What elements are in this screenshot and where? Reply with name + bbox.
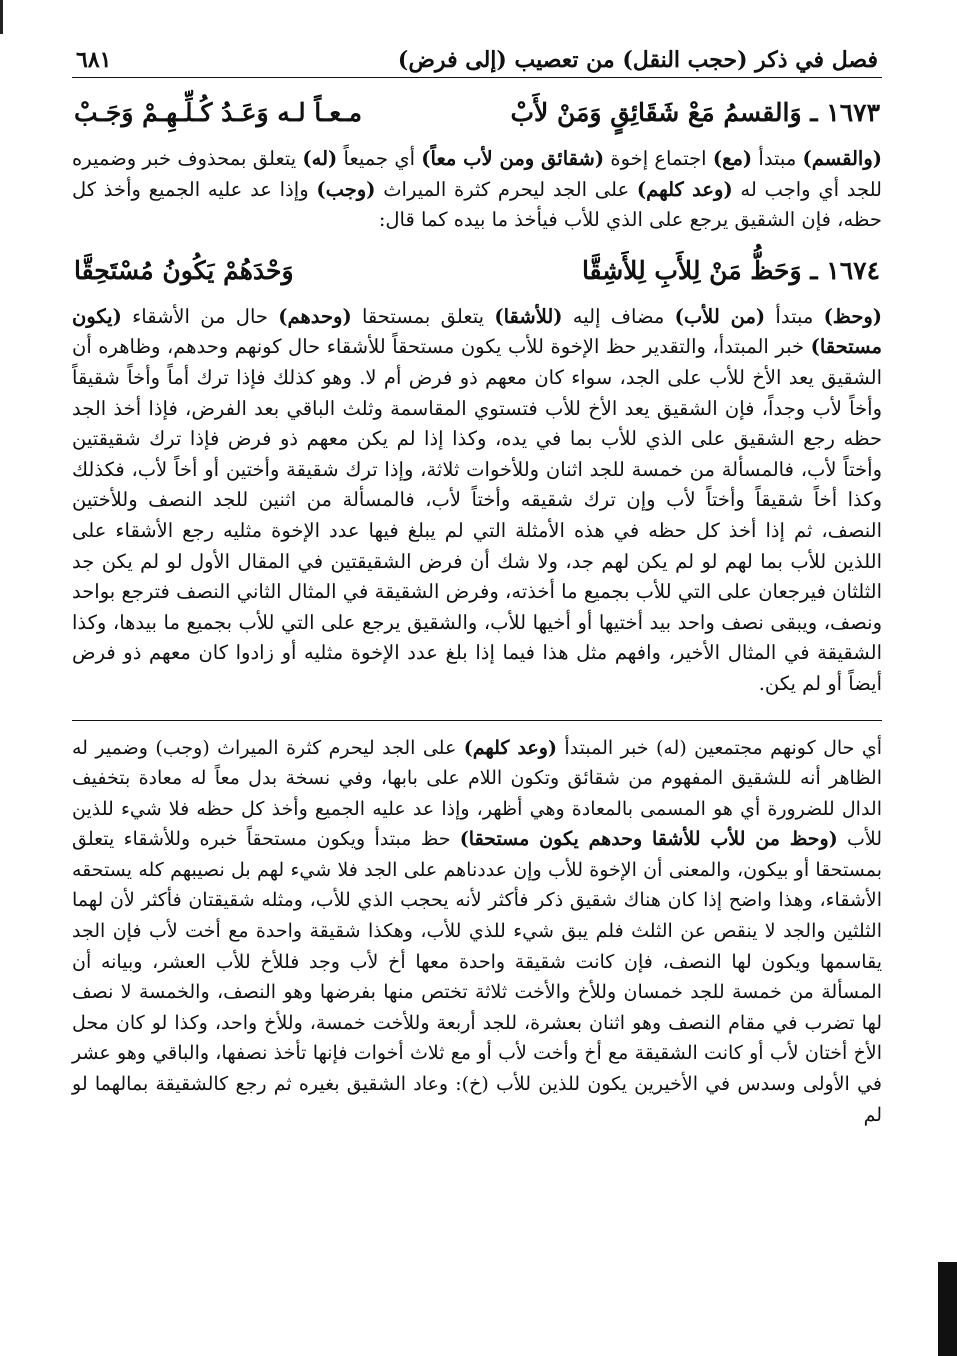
verse-1673 xyxy=(72,98,882,136)
text-run: يتعلق بمستحقا xyxy=(351,304,495,328)
term: (وعد كلهم) xyxy=(463,736,557,759)
page xyxy=(72,30,882,1149)
term: (من للأب) xyxy=(674,304,766,328)
text-run: يتعلق بمحذوف خبر وضميره للجد أي واجب له xyxy=(72,147,882,201)
commentary-1673 xyxy=(72,144,882,236)
term: (وحدهم) xyxy=(278,304,352,328)
text-run: أي حال كونهم مجتمعين (له) خبر المبتدأ xyxy=(556,736,882,759)
verse-1673-first-hemistich: ١٦٧٣ ـ وَالقسمُ مَعْ شَقَائِقٍ وَمَنْ لأَبْ xyxy=(510,98,880,127)
running-header xyxy=(72,30,882,78)
term: (مع) xyxy=(712,147,753,170)
term: (وعد كلهم) xyxy=(636,177,733,201)
chapter-title: فصل في ذكر (حجب النقل) من تعصيب (إلى فرض) xyxy=(397,47,878,73)
right-edge-tab xyxy=(938,1262,957,1356)
verse-1674 xyxy=(72,256,882,294)
text-run: على الجد ليحرم كثرة الميراث xyxy=(375,177,637,201)
text-run: أي جميعاً xyxy=(337,147,422,170)
text-run: على الجد ليحرم كثرة الميراث (وجب) وضمير له الظاهر أنه للشقيق المفهوم من شقائق وتكون اللام على بابها، وفي نسخة بدل معاً له معادة بتخفيف الدال للضرورة أي هو المسمى بالمعادة وهي أظهر، وإذا عد عليه الجميع وأخذ كل حظه فلا شيء للذين للأب xyxy=(72,736,882,851)
term: (شقائق ومن لأب معاً) xyxy=(421,147,605,170)
text-run: حال من الأشقاء xyxy=(121,304,279,328)
text-run: وإذا عد عليه الجميع وأخذ كل حظه، فإن الشقيق يرجع على الذي للأب فيأخذ ما بيده كما قال: xyxy=(72,177,882,232)
term: (والقسم) xyxy=(802,147,882,170)
term: (له) xyxy=(302,147,338,170)
text-run: خبر المبتدأ، والتقدير حظ الإخوة للأب يكون مستحقاً للأشقاء حال كونهم وحدهم، وظاهره أن الشقيق يعد الأخ للأب على الجد، سواء كان معهم ذو فرض أم لا. وهو كذلك فإذا ترك أماً وأخاً شقيقاً وأخاً لأب وجداً، فإن الشقيق يعد الأخ للأب فتستوي المقاسمة وثلث الباقي بعد الفرض، فإذا أخذ الجد حظه رجع الشقيق على الذي للأب بما في يده، وكذا إذا لم يكن معهم ذو فرض فإذا ترك شقيقتين وأختاً لأب، فالمسألة من خمسة للجد اثنان وللأخوات ثلاثة، وإذا ترك شقيقة وأختين أو أخاً لأب، فكذلك وكذا أخاً شقيقاً وأختاً لأب وإن ترك شقيقه وأختاً لأب، فالمسألة من اثنين للجد النصف وللأختين النصف، ثم إذا أخذ كل حظه في هذه الأمثلة التي لم يبلغ فيها عدد الإخوة مثليه رجع الأشقاء على اللذين للأب بما لهم لو لم يكن لهم جد، ولا شك أن فرض الشقيقتين في المقال الأول لو لم يكن جد الثلثان فيرجعان على التي للأب بجميع ما أخذته، وفرض الشقيقة في المثال الثاني النصف فترجع بواحد ونصف، ويبقى نصف واحد بيد أختيها أو أخيها للأب، والشقيق يرجع على التي للأب بجميع ما بيدها، وكذا الشقيقة في المثال الأخير، وافهم مثل هذا فيما إذا بلغ عدد الإخوة مثليه أو زادوا كان معهم ذو فرض أيضاً أو لم يكن. xyxy=(72,335,882,695)
footnote-divider xyxy=(72,720,882,721)
text-run: اجتماع إخوة xyxy=(604,147,713,170)
verse-1674-first-hemistich: ١٦٧٤ ـ وَحَظُّ مَنْ لِلأَبِ لِلأَشِقَّا xyxy=(581,255,880,285)
text-run: حظ مبتدأ ويكون مستحقاً خبره وللأشقاء يتعلق بمستحقا أو بيكون، والمعنى أن الإخوة للأب وإن عددناهم على الجد فلا شيء لهم بل نصيبهم كله يستحقه الأشقاء، وهذا واضح إذا كان هناك شقيق ذكر فأكثر لأنه يحجب الذي للأب، ومثله شقيقتان فأكثر لأن لهما الثلثين والجد لا ينقص عن الثلث فلم يبق شيء للذي للأب، وهكذا شقيقة واحدة مع أخت لأب فإن الجد يقاسمها ويكون لها النصف، فإن كانت شقيقة واحدة معها أخ لأب وجد فللأخ للأب العشر، وبيانه أن المسألة من خمسة للجد خمسان وللأخ والأخت ثلاثة تختص منها بفرضها وهو النصف، والخمسة لا نصف لها تضرب في مقام النصف وهو اثنان بعشرة، للجد أربعة وللأخت خمسة، وللأخ واحد، وكذا لو كان محل الأخ أختان لأب أو كانت الشقيقة مع أخ وأخت لأب أو مع ثلاث أخوات فإنها تأخذ نصفها، والباقي وهو عشر في الأولى وسدس في الأخيرين يكون للذين للأب (خ): وعاد الشقيق بغيره ثم رجع كالشقيقة بمالهما لو لم xyxy=(72,828,882,1126)
term: (للأشقا) xyxy=(494,304,563,328)
text-run: مضاف إليه xyxy=(562,304,675,328)
verse-1674-second-hemistich: وَحْدَهُمْ يَكُونُ مُسْتَحِقَّا xyxy=(74,255,294,285)
text-run: مبتدأ xyxy=(765,304,824,328)
footnote xyxy=(72,733,882,1131)
left-edge-mark xyxy=(0,0,3,34)
term: (يكون مستحقا) xyxy=(72,304,882,359)
page-number: ٦٨١ xyxy=(76,47,112,73)
text-run: مبتدأ xyxy=(752,147,803,170)
commentary-1674 xyxy=(72,302,882,700)
term: (وجب) xyxy=(316,177,376,201)
term: (وحظ) xyxy=(823,304,883,328)
term: (وحظ من للأب للأشقا وحدهم يكون مستحقا) xyxy=(459,828,838,851)
verse-1673-second-hemistich: مـعـاً لـه وَعَـدُ كُـلِّـهِـمْ وَجَـبْ xyxy=(74,98,363,127)
